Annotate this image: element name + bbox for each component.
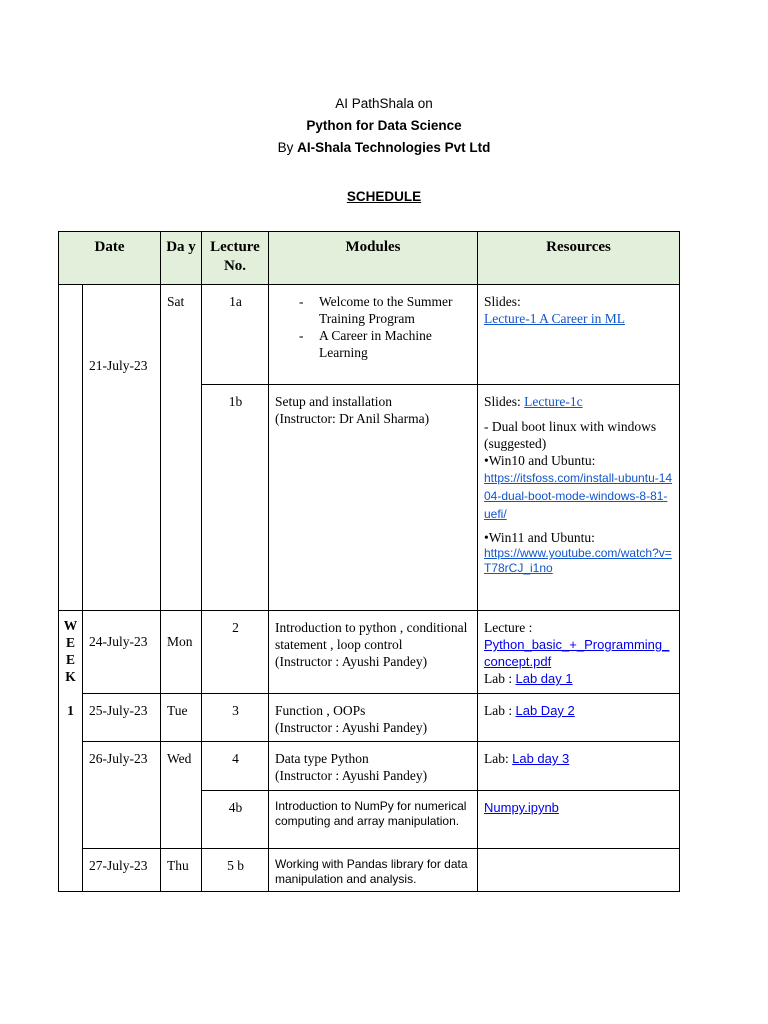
modules-cell: [269, 285, 478, 385]
slides-label: Slides:: [484, 394, 525, 409]
day-cell: Sat: [161, 285, 202, 611]
modules-cell: Working with Pandas library for data manipulation and analysis.: [269, 849, 478, 892]
module-instructor: (Instructor : Ayushi Pandey): [275, 654, 428, 669]
lab-day-2-link[interactable]: Lab Day 2: [515, 703, 575, 718]
resources-cell: [478, 285, 680, 385]
module-title: Function , OOPs: [275, 703, 366, 718]
day-cell: Tue: [161, 694, 202, 742]
resources-cell: [478, 791, 680, 849]
lecture-label: Lecture :: [484, 620, 533, 635]
module-instructor: (Instructor : Ayushi Pandey): [275, 720, 428, 735]
day-cell: Thu: [161, 849, 202, 892]
header-modules: Modules: [269, 232, 478, 285]
week-letter: E: [65, 635, 75, 650]
week-letter: E: [65, 652, 75, 667]
week-spacer-cell: [59, 285, 83, 611]
modules-cell: [269, 694, 478, 742]
modules-cell: Introduction to NumPy for numerical computing and array manipulation.: [269, 791, 478, 849]
table-row: [59, 742, 680, 791]
week-letter: K: [65, 669, 76, 684]
win11-label: •Win11 and Ubuntu:: [484, 530, 595, 545]
week-number: 1: [67, 703, 74, 718]
resources-cell: [478, 611, 680, 694]
lab-line: [484, 670, 674, 687]
module-item: - A Career in Machine Learning: [299, 327, 472, 361]
day-cell: Wed: [161, 742, 202, 849]
organizer-prefix: By: [277, 140, 298, 155]
win10-ubuntu-link[interactable]: https://itsfoss.com/install-ubuntu-1404-dual-boot-mode-windows-8-81-uefi/: [484, 471, 673, 521]
lecture-cell: 4b: [202, 791, 269, 849]
lab-label: Lab :: [484, 703, 516, 718]
table-row: [59, 611, 680, 694]
python-basic-pdf-link[interactable]: Python_basic_+_Programming_concept.pdf: [484, 637, 670, 669]
numpy-notebook-link[interactable]: Numpy.ipynb: [484, 800, 559, 815]
day-cell: Mon: [161, 611, 202, 694]
organizer-line: [0, 140, 768, 155]
table-header-row: [59, 232, 680, 285]
win11-ubuntu-link[interactable]: https://www.youtube.com/watch?v=T78rCJ_i1no: [484, 546, 672, 575]
week-label-cell: [59, 611, 83, 892]
resources-cell: [478, 694, 680, 742]
lab-label: Lab :: [484, 671, 516, 686]
lecture-cell: 1a: [202, 285, 269, 385]
table-row: [59, 849, 680, 892]
modules-cell: [269, 742, 478, 791]
schedule-title: SCHEDULE: [346, 189, 422, 204]
modules-cell: [269, 385, 478, 611]
module-title: Data type Python: [275, 751, 369, 766]
resources-cell: [478, 849, 680, 892]
lecture-cell: 5 b: [202, 849, 269, 892]
date-cell: 21-July-23: [83, 285, 161, 611]
win10-label: •Win10 and Ubuntu:: [484, 453, 596, 468]
module-title: Setup and installation: [275, 394, 392, 409]
date-cell: 24-July-23: [83, 611, 161, 694]
module-title: Introduction to python , conditional statement , loop control: [275, 620, 468, 652]
header-lecture: Lecture No.: [202, 232, 269, 285]
header-date: Date: [59, 232, 161, 285]
module-instructor: (Instructor: Dr Anil Sharma): [275, 411, 430, 426]
lecture-1-slides-link[interactable]: Lecture-1 A Career in ML: [484, 311, 625, 326]
table-row: [59, 285, 680, 385]
date-cell: 27-July-23: [83, 849, 161, 892]
lab-day-1-link[interactable]: Lab day 1: [515, 671, 573, 686]
resources-cell: [478, 742, 680, 791]
modules-cell: [269, 611, 478, 694]
slides-label: Slides:: [484, 294, 521, 309]
lecture-cell: 1b: [202, 385, 269, 611]
course-title: Python for Data Science: [306, 118, 462, 133]
header-resources: Resources: [478, 232, 680, 285]
week-letter: W: [63, 618, 78, 633]
lecture-cell: 4: [202, 742, 269, 791]
organizer-name: AI-Shala Technologies Pvt Ltd: [297, 140, 491, 155]
lecture-cell: 3: [202, 694, 269, 742]
module-instructor: (Instructor : Ayushi Pandey): [275, 768, 428, 783]
table-row: [59, 694, 680, 742]
dual-boot-note: - Dual boot linux with windows (suggested): [484, 419, 657, 451]
resources-cell: [478, 385, 680, 611]
lab-day-3-link[interactable]: Lab day 3: [512, 751, 570, 766]
lab-label: Lab:: [484, 751, 513, 766]
lecture-cell: 2: [202, 611, 269, 694]
lecture-1c-link[interactable]: Lecture-1c: [524, 394, 583, 409]
schedule-table: [58, 231, 680, 892]
date-cell: 26-July-23: [83, 742, 161, 849]
header-line-1: AI PathShala on: [335, 96, 433, 111]
module-item: - Welcome to the Summer Training Program: [299, 293, 472, 327]
header-day: Da y: [161, 232, 202, 285]
slides-line: [484, 393, 674, 410]
date-cell: 25-July-23: [83, 694, 161, 742]
